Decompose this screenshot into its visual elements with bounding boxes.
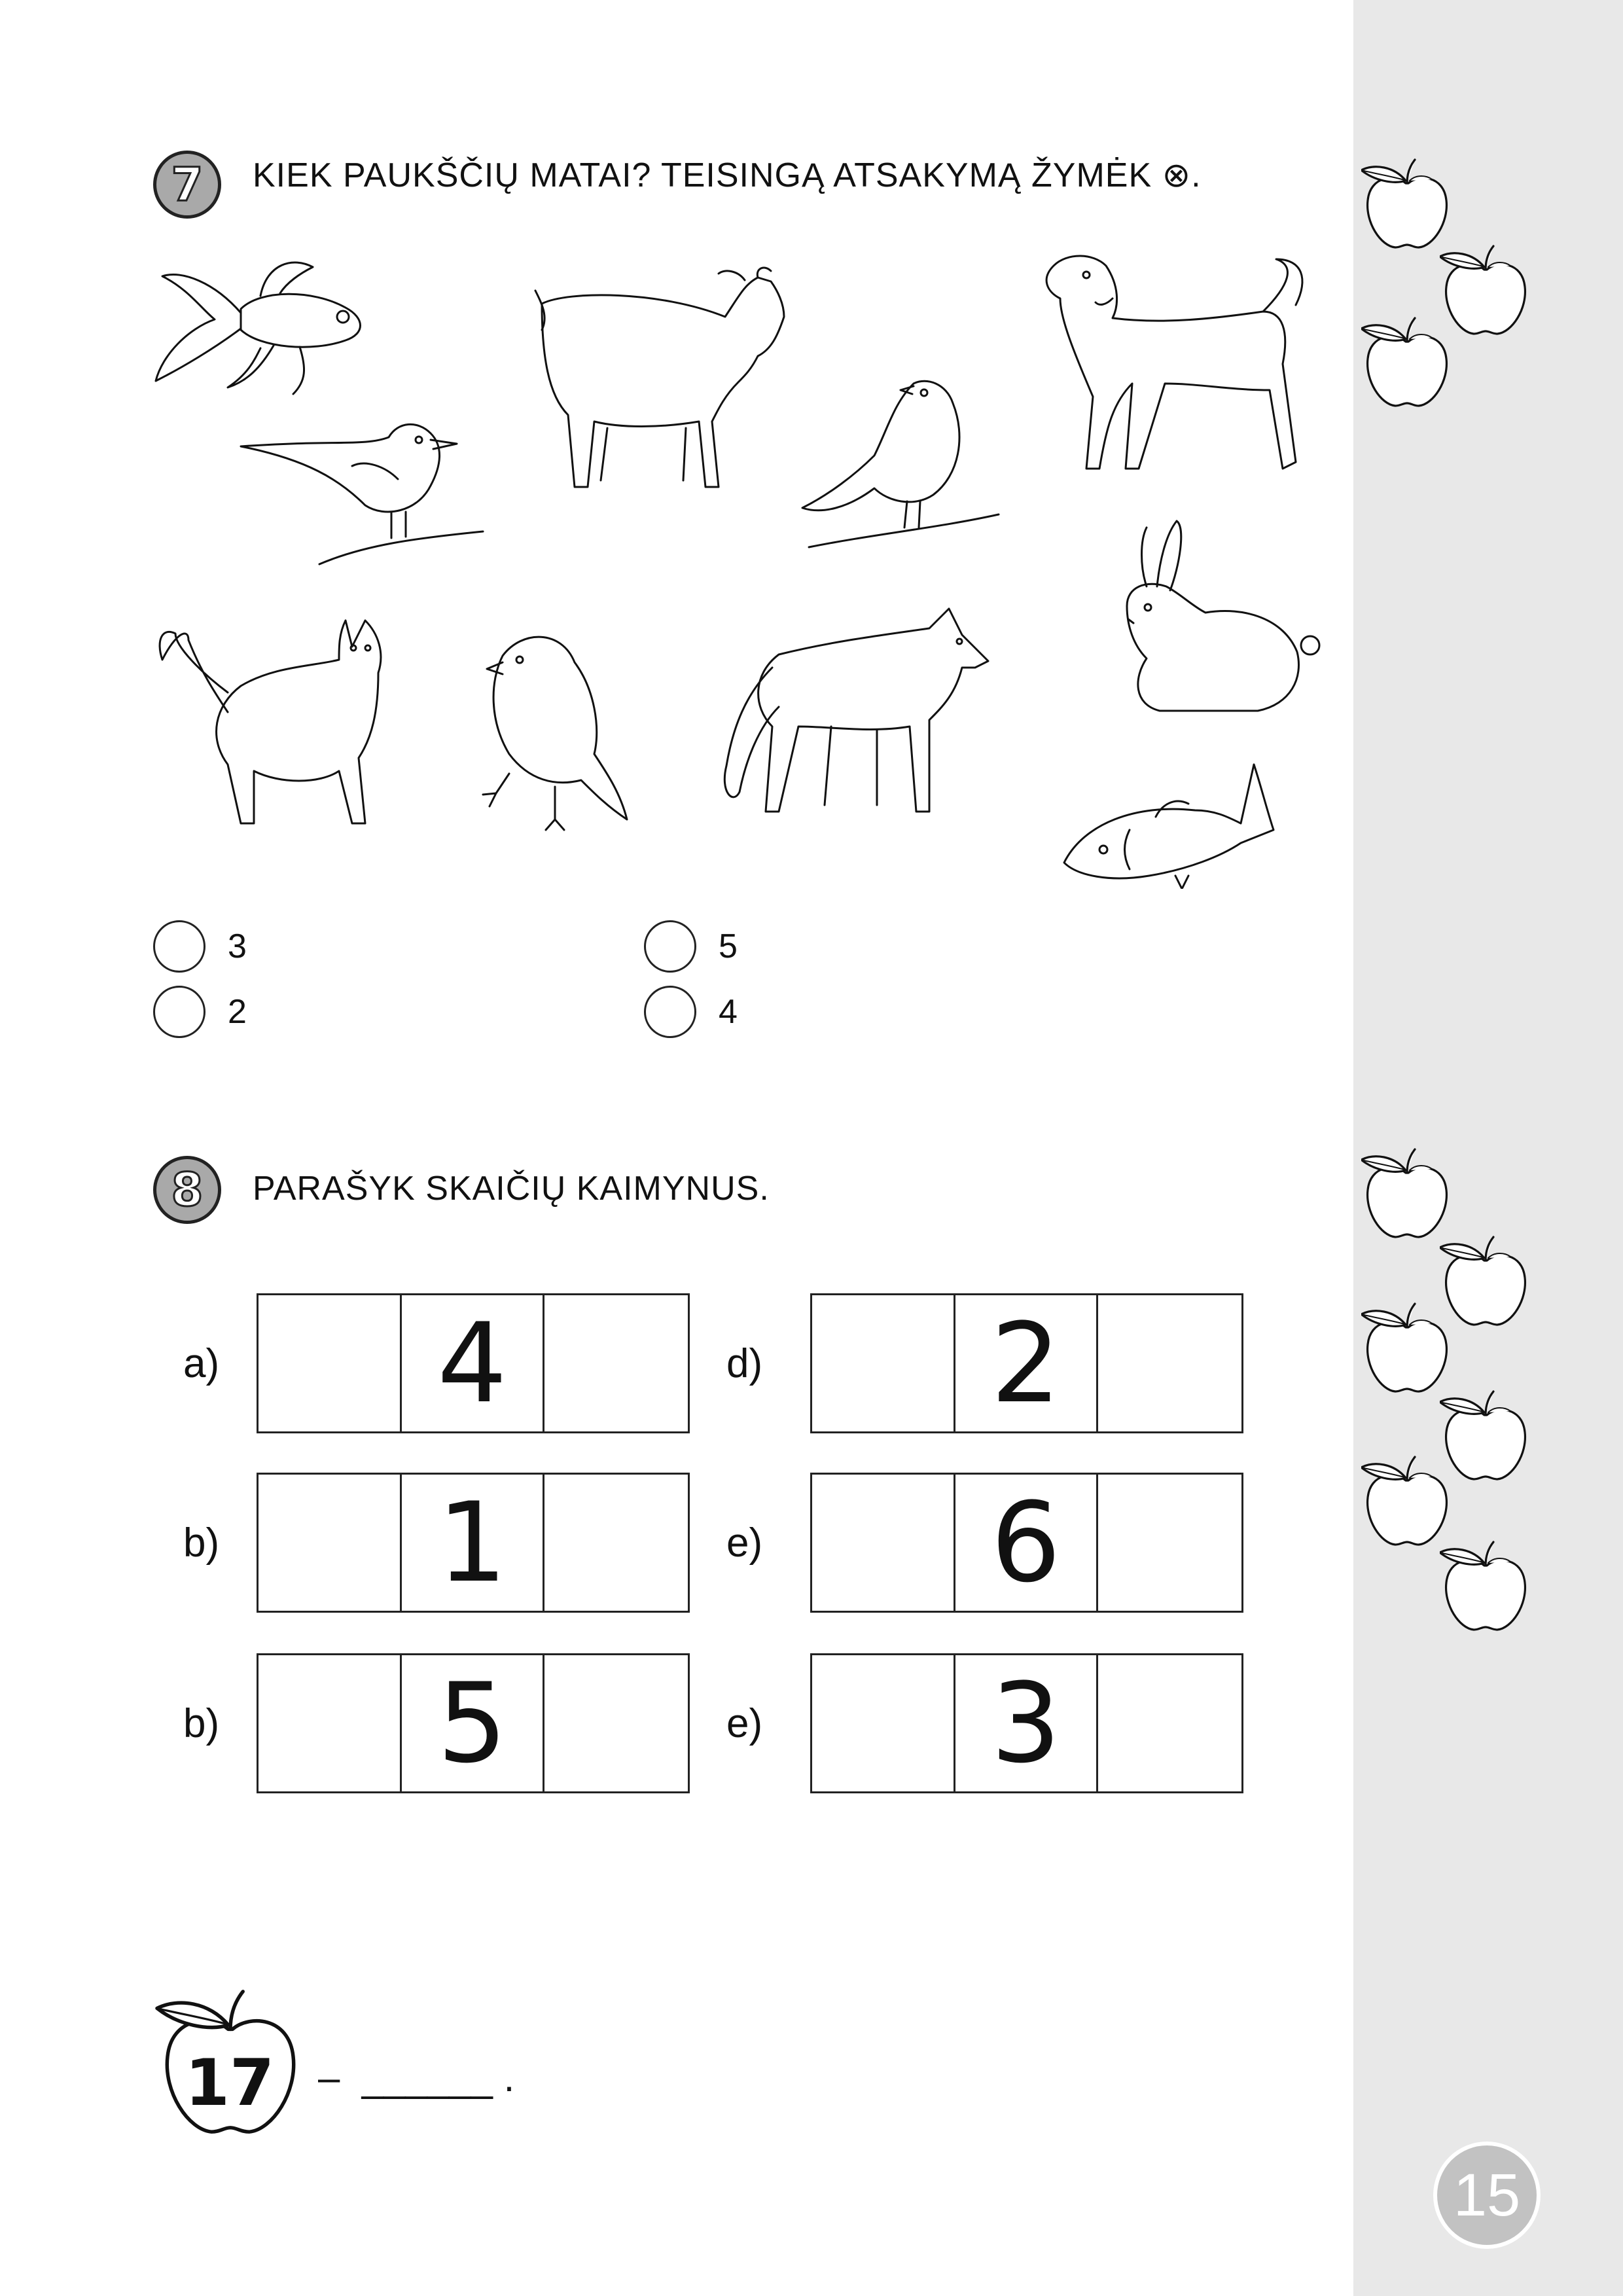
answer-box-right[interactable] [544,1475,688,1611]
answer-label: 5 [719,927,738,965]
task-instruction: KIEK PAUKŠČIŲ MATAI? TEISINGĄ ATSAKYMĄ ŽYMĖK ⊗. [253,156,1202,194]
answer-option[interactable] [153,986,247,1038]
row-label: e) [726,1520,763,1566]
answer-box-right[interactable] [1098,1655,1241,1791]
row-label: d) [726,1341,763,1386]
radio-circle[interactable] [644,920,696,973]
wolf-illustration [713,596,1008,825]
given-number: 3 [955,1655,1099,1791]
radio-circle[interactable] [153,920,205,973]
answer-label: 4 [719,993,738,1031]
number-neighbors-row [810,1293,1243,1433]
answer-box-left[interactable] [812,1295,955,1431]
apple-icon [1440,1537,1531,1635]
apple-icon [1361,1299,1453,1397]
cat-illustration [149,607,404,830]
answer-box-right[interactable] [544,1295,688,1431]
answer-box-right[interactable] [1098,1295,1241,1431]
answer-box-left[interactable] [259,1475,402,1611]
apple-icon [1361,1452,1453,1550]
answer-box-left[interactable] [259,1655,402,1791]
radio-circle[interactable] [644,986,696,1038]
given-number: 6 [955,1475,1099,1611]
given-number: 1 [402,1475,545,1611]
row-label: e) [726,1701,763,1746]
sparrow-illustration [234,407,496,571]
apple-icon [1361,1144,1453,1242]
row-label: a) [183,1341,220,1386]
robin-illustration [796,370,1012,554]
radio-circle[interactable] [153,986,205,1038]
number-neighbors-row [257,1473,690,1613]
answer-box-left[interactable] [259,1295,402,1431]
answer-box-right[interactable] [544,1655,688,1791]
goldfish-illustration [149,257,385,401]
number-neighbors-row [810,1653,1243,1793]
answer-option[interactable] [644,986,738,1038]
task-instruction: PARAŠYK SKAIČIŲ KAIMYNUS. [253,1170,770,1208]
row-label: b) [183,1520,220,1566]
apple-icon [1361,154,1453,253]
number-neighbors-row [257,1653,690,1793]
given-number: 5 [402,1655,545,1791]
given-number: 4 [402,1295,545,1431]
apple-icon [1440,1232,1531,1330]
rabbit-illustration [1094,514,1323,717]
task-number-badge: 7 [153,151,221,219]
answer-label: 3 [228,927,247,965]
apple-icon [1361,313,1453,411]
number-neighbors-row [257,1293,690,1433]
answer-box-left[interactable] [812,1655,955,1791]
apple-icon [1440,241,1531,339]
task-number-badge: 8 [153,1156,221,1224]
number-neighbors-row [810,1473,1243,1613]
page-number: 15 [1433,2142,1541,2249]
row-label: b) [183,1701,220,1746]
answer-option[interactable] [153,920,247,973]
apple-icon [1440,1386,1531,1484]
chick-bird-illustration [470,623,640,833]
answer-box-left[interactable] [812,1475,955,1611]
answer-label: 2 [228,993,247,1031]
dog-illustration [1034,246,1322,488]
answer-option[interactable] [644,920,738,973]
answer-box-right[interactable] [1098,1475,1241,1611]
fish-illustration [1058,745,1280,889]
goat-illustration [529,264,804,507]
given-number: 2 [955,1295,1099,1431]
score-total: 17 [185,2046,275,2121]
score-entry[interactable]: – ______ . [318,2056,515,2100]
